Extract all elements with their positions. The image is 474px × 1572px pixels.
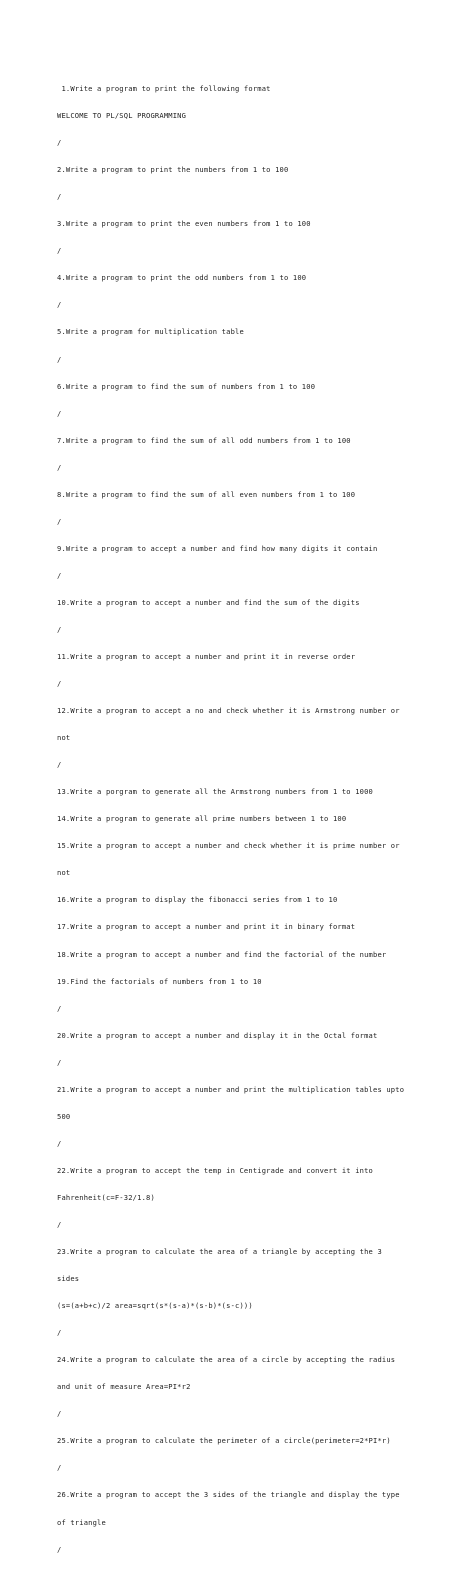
text-line: 5.Write a program for multiplication table (57, 327, 244, 337)
text-line: 15.Write a program to accept a number and check whether it is prime number or (57, 841, 400, 851)
text-line: 14.Write a program to generate all prime numbers between 1 to 100 (57, 814, 347, 824)
separator-line: / (57, 624, 62, 634)
separator-line: / (57, 138, 62, 148)
text-line: 2.Write a program to print the numbers from 1 to 100 (57, 165, 289, 175)
text-line: of triangle (57, 1517, 106, 1527)
separator-line: / (57, 679, 62, 689)
separator-line: / (57, 1463, 62, 1473)
text-line: 12.Write a program to accept a no and check whether it is Armstrong number or (57, 706, 400, 716)
text-line: 25.Write a program to calculate the perimeter of a circle(perimeter=2*PI*r) (57, 1436, 391, 1446)
separator-line: / (57, 570, 62, 580)
document-text (57, 66, 472, 1572)
text-line: Fahrenheit(c=F-32/1.8) (57, 1192, 155, 1202)
text-line: 19.Find the factorials of numbers from 1 to 10 (57, 976, 262, 986)
separator-line: / (57, 760, 62, 770)
separator-line: / (57, 1409, 62, 1419)
text-line: 11.Write a program to accept a number and print it in reverse order (57, 652, 356, 662)
separator-line: / (57, 354, 62, 364)
separator-line: / (57, 246, 62, 256)
text-line: 1.Write a program to print the following format (57, 84, 271, 94)
separator-line: / (57, 408, 62, 418)
text-line: 22.Write a program to accept the temp in Centigrade and convert it into (57, 1165, 374, 1175)
text-line: 16.Write a program to display the fibonacci series from 1 to 10 (57, 895, 338, 905)
text-line: 6.Write a program to find the sum of numbers from 1 to 100 (57, 381, 316, 391)
text-line: 23.Write a program to calculate the area of a triangle by accepting the 3 (57, 1247, 382, 1257)
text-line: 9.Write a program to accept a number and find how many digits it contain (57, 543, 378, 553)
text-line: 500 (57, 1111, 71, 1121)
text-line: sides (57, 1274, 80, 1284)
text-line: 13.Write a porgram to generate all the Armstrong numbers from 1 to 1000 (57, 787, 374, 797)
separator-line: / (57, 1544, 62, 1554)
separator-line: / (57, 516, 62, 526)
separator-line: / (57, 192, 62, 202)
text-line: 4.Write a program to print the odd numbers from 1 to 100 (57, 273, 307, 283)
text-line: not (57, 733, 71, 743)
text-line: 20.Write a program to accept a number and display it in the Octal format (57, 1030, 378, 1040)
text-line: 17.Write a program to accept a number and print it in binary format (57, 922, 356, 932)
text-line: 24.Write a program to calculate the area of a circle by accepting the radius (57, 1355, 396, 1365)
separator-line: / (57, 1328, 62, 1338)
text-line: 18.Write a program to accept a number and find the factorial of the number (57, 949, 387, 959)
text-line: 21.Write a program to accept a number and print the multiplication tables upto (57, 1084, 405, 1094)
text-line: 7.Write a program to find the sum of all odd numbers from 1 to 100 (57, 435, 351, 445)
text-line: 10.Write a program to accept a number and find the sum of the digits (57, 597, 360, 607)
text-line: (s=(a+b+c)/2 area=sqrt(s*(s-a)*(s-b)*(s-c))) (57, 1301, 253, 1311)
separator-line: / (57, 462, 62, 472)
text-line: 26.Write a program to accept the 3 sides of the triangle and display the type (57, 1490, 400, 1500)
text-line: and unit of measure Area=PI*r2 (57, 1382, 191, 1392)
text-line: WELCOME TO PL/SQL PROGRAMMING (57, 111, 187, 121)
text-line: 3.Write a program to print the even numbers from 1 to 100 (57, 219, 311, 229)
separator-line: / (57, 300, 62, 310)
separator-line: / (57, 1220, 62, 1229)
separator-line: / (57, 1057, 62, 1067)
text-line: not (57, 868, 71, 878)
separator-line: / (57, 1003, 62, 1013)
separator-line: / (57, 1138, 62, 1148)
text-line: 8.Write a program to find the sum of all even numbers from 1 to 100 (57, 489, 356, 499)
